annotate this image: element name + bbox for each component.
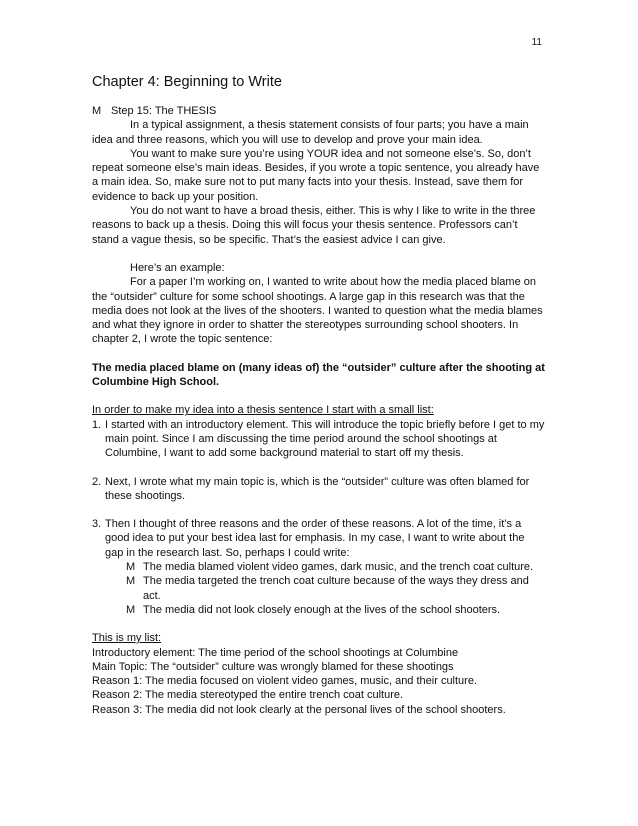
paragraph: In a typical assignment, a thesis statement consists of four parts; you have a main idea and three reasons, which you will use to develop and prove your main idea.	[92, 119, 529, 146]
chapter-title: Chapter 4: Beginning to Write	[92, 74, 282, 90]
list-item	[92, 418, 545, 461]
step-heading	[92, 104, 545, 118]
reason-text: The media blamed violent video games, dark music, and the trench coat culture.	[143, 561, 534, 574]
list-number: 2.	[92, 475, 102, 488]
step-label: Step 15: The THESIS	[111, 105, 217, 117]
reason-text: The media did not look closely enough at the lives of the school shooters.	[143, 603, 501, 616]
reason-item	[105, 603, 545, 617]
bullet-icon: M	[126, 603, 136, 616]
example-paragraph: For a paper I’m working on, I wanted to write about how the media placed blame on the “outsider” culture for some school shootings. A large gap in this research was that the media does not look at the lives of the shooters. I wanted to question what the media blames and what they ignore in order to shatter the stereotypes surrounding school shooters. In chapter 2, I wrote the topic sentence:	[92, 276, 543, 346]
my-list-line: Introductory element: The time period of the school shootings at Columbine	[92, 646, 459, 659]
paragraph: You do not want to have a broad thesis, either. This is why I like to write in the three reasons to back up a thesis. Doing this will focus your thesis sentence. Professors can’t stand a vague thesis, so be specific. That’s the easiest advice I can give.	[92, 205, 536, 246]
my-list-line: Reason 2: The media stereotyped the entire trench coat culture.	[92, 689, 404, 702]
my-list-line: Main Topic: The “outsider” culture was wrongly blamed for these shootings	[92, 660, 454, 673]
reason-item	[105, 574, 545, 603]
my-list-line: Reason 3: The media did not look clearly at the personal lives of the school shooters.	[92, 703, 506, 716]
list-item	[92, 517, 545, 617]
example-intro: Here’s an example:	[130, 261, 225, 274]
reason-item	[105, 560, 545, 574]
bullet-icon: M	[126, 575, 136, 588]
page-number: 11	[531, 37, 542, 48]
list-item-text: Then I thought of three reasons and the order of these reasons. A lot of the time, it’s a good idea to put your best idea last for emphasis. In my case, I want to write about the gap in the research last. So, perhaps I could write:	[105, 518, 525, 559]
bullet-icon: M	[126, 561, 136, 574]
list-item-text: I started with an introductory element. This will introduce the topic briefly before I get to my main point. Since I am discussing the time period around the school shootings at Columbine, I want to add some background material to start off my thesis.	[105, 418, 545, 460]
my-list-heading: This is my list:	[92, 632, 162, 645]
list-number: 1.	[92, 418, 102, 431]
list-item-text: Next, I wrote what my main topic is, which is the “outsider” culture was often blamed for these shootings.	[105, 475, 530, 502]
list-item	[92, 475, 545, 504]
my-list-line: Reason 1: The media focused on violent video games, music, and their culture.	[92, 675, 478, 688]
document-body	[92, 104, 545, 717]
topic-sentence: The media placed blame on (many ideas of) the “outsider” culture after the shooting at Columbine High School.	[92, 361, 545, 389]
reason-text: The media targeted the trench coat culture because of the ways they dress and act.	[143, 575, 529, 602]
list-heading: In order to make my idea into a thesis sentence I start with a small list:	[92, 404, 434, 417]
paragraph: You want to make sure you’re using YOUR idea and not someone else’s. So, don’t repeat someone else’s main ideas. Besides, if you wrote a topic sentence, you already have a main idea. So, make sure not to put many facts into your thesis. Instead, save them for evidence to back up your position.	[92, 147, 540, 203]
bullet-icon: M	[92, 105, 102, 117]
list-number: 3.	[92, 518, 102, 531]
